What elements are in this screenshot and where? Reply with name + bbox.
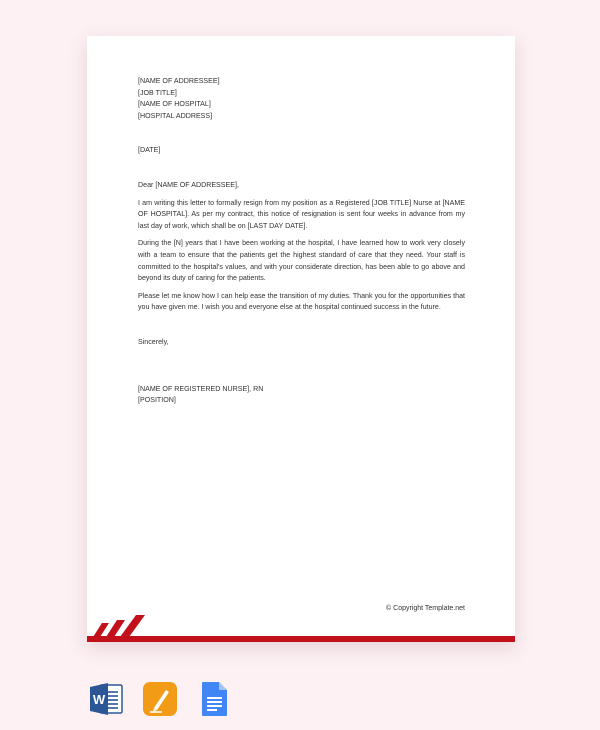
google-docs-icon[interactable] [196,681,232,717]
letter-date: [DATE] [138,146,161,155]
copyright-notice: © Copyright Template.net [386,605,465,612]
footer-slash-decoration [87,613,151,637]
signature-name: [NAME OF REGISTERED NURSE], RN [138,384,264,393]
hospital-address: [HOSPITAL ADDRESS] [138,111,213,120]
addressee-job-title: [JOB TITLE] [138,88,177,97]
svg-text:W: W [92,692,106,707]
footer-slash-3 [120,615,145,637]
paragraph-thanks: Please let me know how I can help ease the transition of my duties. Thank you for the opportunities that you have given me. I wish you and everyone else at the hospital continued success in the future. [138,291,465,312]
letter-body [138,76,465,407]
paragraph-resignation: I am writing this letter to formally resign from my position as a Registered [JOB TITLE] Nurse at [NAME OF HOSPITAL]. As per my contract, this notice of resignation is sent four weeks in advance from my last day of work, which shall be on [LAST DAY DATE]. [138,198,465,230]
paragraph-experience: During the [N] years that I have been working at the hospital, I have learned how to work very closely with a team to ensure that the patients get the highest standard of care that they need. Your staff is committed to the hospital’s values, and with your considerate direction, has been able to go above and beyond its duty of caring for the patients. [138,239,465,283]
hospital-name: [NAME OF HOSPITAL] [138,100,211,109]
salutation: Dear [NAME OF ADDRESSEE], [138,180,239,189]
footer-bar [87,636,515,642]
document-page [87,36,515,642]
signature-position: [POSITION] [138,396,176,405]
word-icon[interactable] [88,681,124,717]
footer-slash-1 [93,623,109,637]
pages-icon[interactable] [142,681,178,717]
closing: Sincerely, [138,337,169,346]
addressee-name: [NAME OF ADDRESSEE] [138,77,220,85]
